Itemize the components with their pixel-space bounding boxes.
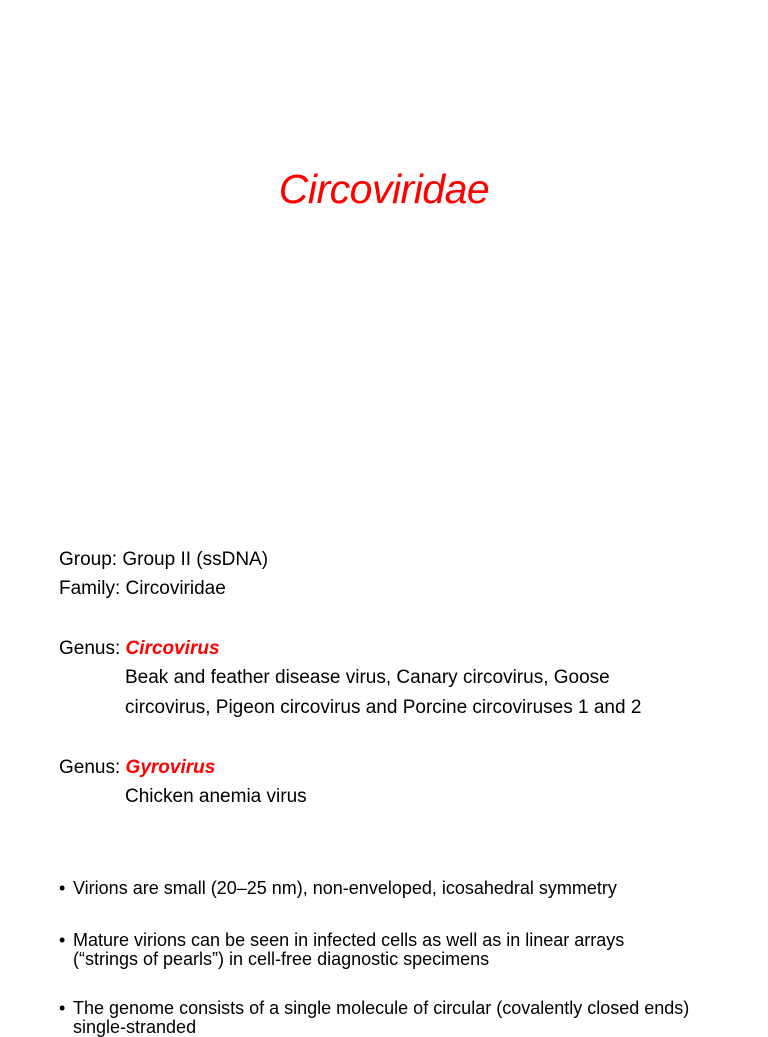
bullet-item [59, 931, 759, 969]
bullet-item [59, 999, 759, 1037]
bullet-text: single-stranded [73, 1017, 197, 1037]
genus-gyrovirus-line [59, 756, 215, 780]
bullet-text: Mature virions can be seen in infected cells as well as in linear arrays [73, 930, 625, 950]
bullet-icon: • [59, 998, 66, 1018]
gyrovirus-members-line-1: Chicken anemia virus [125, 786, 307, 807]
bullet-icon: • [59, 930, 66, 950]
genus-name-gyrovirus: Gyrovirus [125, 757, 216, 778]
family-line: Family: Circoviridae [59, 578, 226, 599]
bullet-text: (“strings of pearls”) in cell-free diagnostic specimens [73, 949, 490, 969]
genus-label: Genus: [59, 638, 126, 659]
genus-label: Genus: [59, 757, 126, 778]
genus-circovirus-line [59, 637, 220, 661]
group-line: Group: Group II (ssDNA) [59, 549, 269, 570]
circovirus-members-line-1: Beak and feather disease virus, Canary circovirus, Goose [125, 667, 610, 688]
bullet-icon: • [59, 878, 66, 898]
bullet-item [59, 879, 759, 898]
bullet-text: Virions are small (20–25 nm), non-enveloped, icosahedral symmetry [73, 878, 617, 898]
circovirus-members-line-2: circovirus, Pigeon circovirus and Porcine circoviruses 1 and 2 [125, 697, 642, 718]
slide-title: Circoviridae [278, 166, 490, 212]
genus-name-circovirus: Circovirus [125, 638, 220, 659]
bullet-text: The genome consists of a single molecule of circular (covalently closed ends) [73, 998, 690, 1018]
